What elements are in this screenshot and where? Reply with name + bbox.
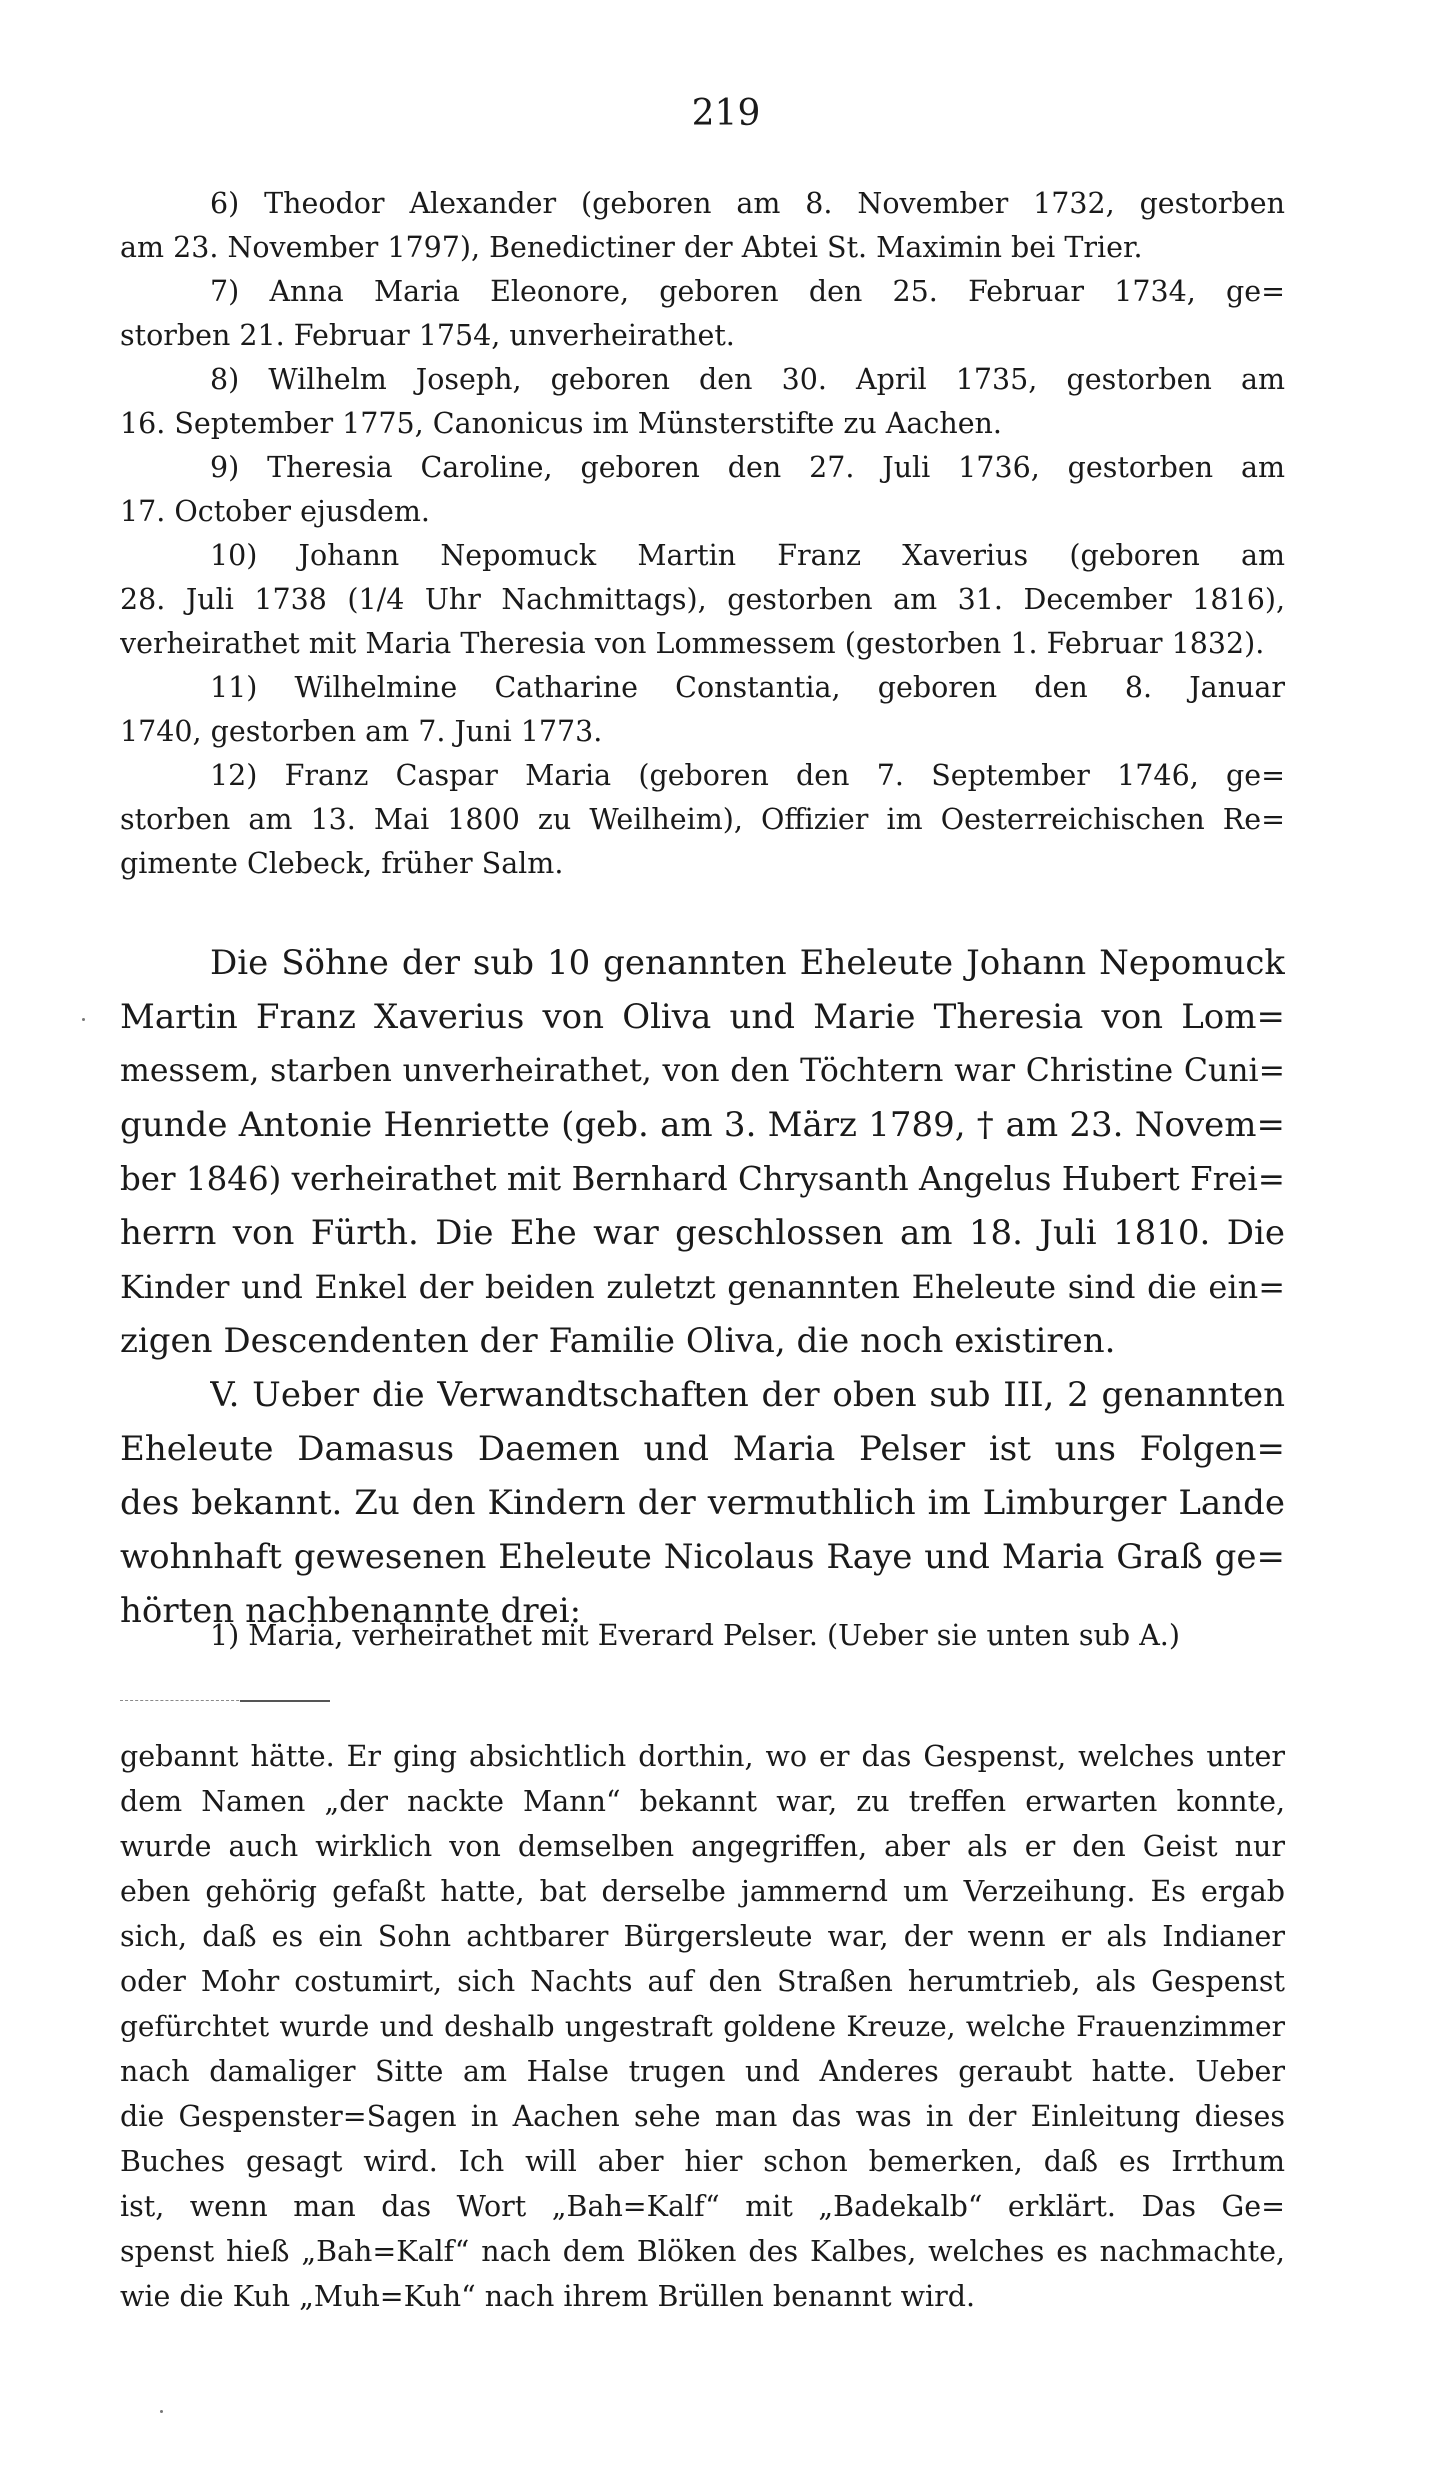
- entry-12-line-2: storben am 13. Mai 1800 zu Weilheim), Offizier im Oesterreichischen Re=: [120, 803, 1285, 836]
- paragraph-2-line: des bekannt. Zu den Kindern der vermuthlich im Limburger Lande: [120, 1483, 1285, 1523]
- paragraph-1-line: herrn von Fürth. Die Ehe war geschlossen am 18. Juli 1810. Die: [120, 1213, 1285, 1253]
- entry-6-line-1: 6) Theodor Alexander (geboren am 8. November 1732, gestorben: [210, 187, 1285, 220]
- paragraph-1-line: ber 1846) verheirathet mit Bernhard Chrysanth Angelus Hubert Frei=: [120, 1160, 1285, 1198]
- paragraph-2-line: Eheleute Damasus Daemen und Maria Pelser ist uns Folgen=: [120, 1429, 1285, 1469]
- paragraph-1-line: Die Söhne der sub 10 genannten Eheleute Johann Nepomuck: [210, 943, 1285, 983]
- footnote-line: die Gespenster=Sagen in Aachen sehe man das was in der Einleitung dieses: [120, 2100, 1285, 2133]
- footnote-line: wie die Kuh „Muh=Kuh“ nach ihrem Brüllen benannt wird.: [120, 2280, 976, 2313]
- entry-12-line-3: gimente Clebeck, früher Salm.: [120, 847, 564, 880]
- footnote-line: sich, daß es ein Sohn achtbarer Bürgersleute war, der wenn er als Indianer: [120, 1920, 1285, 1953]
- entry-8-line-1: 8) Wilhelm Joseph, geboren den 30. April 1735, gestorben am: [210, 363, 1285, 396]
- print-speck: [160, 2410, 163, 2413]
- entry-6-line-2: am 23. November 1797), Benedictiner der Abtei St. Maximin bei Trier.: [120, 231, 1143, 264]
- paragraph-1-line: Martin Franz Xaverius von Oliva und Marie Theresia von Lom=: [120, 997, 1285, 1037]
- paragraph-2-line: hörten nachbenannte drei:: [120, 1591, 582, 1631]
- paragraph-1-line: gunde Antonie Henriette (geb. am 3. März 1789, † am 23. Novem=: [120, 1105, 1285, 1145]
- footnote-line: gefürchtet wurde und deshalb ungestraft goldene Kreuze, welche Frauenzimmer: [120, 2010, 1285, 2043]
- entry-9-line-1: 9) Theresia Caroline, geboren den 27. Juli 1736, gestorben am: [210, 451, 1285, 484]
- entry-11-line-2: 1740, gestorben am 7. Juni 1773.: [120, 715, 603, 748]
- entry-9-line-2: 17. October ejusdem.: [120, 495, 430, 528]
- paragraph-1-line: messem, starben unverheirathet, von den Töchtern war Christine Cuni=: [120, 1053, 1285, 1089]
- footnote-line: eben gehörig gefaßt hatte, bat derselbe jammernd um Verzeihung. Es ergab: [120, 1875, 1285, 1908]
- paragraph-1-line: Kinder und Enkel der beiden zuletzt genannten Eheleute sind die ein=: [120, 1268, 1285, 1306]
- entry-10-line-1: 10) Johann Nepomuck Martin Franz Xaverius (geboren am: [210, 539, 1285, 572]
- entry-10-line-2: 28. Juli 1738 (1/4 Uhr Nachmittags), gestorben am 31. December 1816),: [120, 583, 1285, 616]
- entry-7-line-1: 7) Anna Maria Eleonore, geboren den 25. Februar 1734, ge=: [210, 275, 1285, 308]
- footnote-line: oder Mohr costumirt, sich Nachts auf den Straßen herumtrieb, als Gespenst: [120, 1965, 1285, 1998]
- footnote-line: ist, wenn man das Wort „Bah=Kalf“ mit „Badekalb“ erklärt. Das Ge=: [120, 2190, 1285, 2223]
- paragraph-2-line: wohnhaft gewesenen Eheleute Nicolaus Raye und Maria Graß ge=: [120, 1537, 1285, 1577]
- paragraph-1-line: zigen Descendenten der Familie Oliva, die noch existiren.: [120, 1321, 1116, 1361]
- footnote-line: nach damaliger Sitte am Halse trugen und Anderes geraubt hatte. Ueber: [120, 2055, 1285, 2088]
- print-speck: [82, 1018, 85, 1021]
- footnote-line: spenst hieß „Bah=Kalf“ nach dem Blöken des Kalbes, welches es nachmachte,: [120, 2235, 1285, 2268]
- footnote-separator-solid: [240, 1700, 330, 1702]
- entry-8-line-2: 16. September 1775, Canonicus im Münsterstifte zu Aachen.: [120, 407, 1002, 440]
- list-item-line: 1) Maria, verheirathet mit Everard Pelser. (Ueber sie unten sub A.): [210, 1619, 1180, 1652]
- footnote-line: gebannt hätte. Er ging absichtlich dorthin, wo er das Gespenst, welches unter: [120, 1740, 1285, 1773]
- page-number: 219: [691, 93, 761, 134]
- entry-12-line-1: 12) Franz Caspar Maria (geboren den 7. September 1746, ge=: [210, 759, 1285, 792]
- footnote-line: dem Namen „der nackte Mann“ bekannt war, zu treffen erwarten konnte,: [120, 1785, 1285, 1818]
- footnote-line: wurde auch wirklich von demselben angegriffen, aber als er den Geist nur: [120, 1830, 1285, 1863]
- paragraph-2-line: V. Ueber die Verwandtschaften der oben sub III, 2 genannten: [210, 1375, 1285, 1415]
- footnote-line: Buches gesagt wird. Ich will aber hier schon bemerken, daß es Irrthum: [120, 2145, 1285, 2178]
- entry-7-line-2: storben 21. Februar 1754, unverheirathet.: [120, 319, 735, 352]
- entry-10-line-3: verheirathet mit Maria Theresia von Lommessem (gestorben 1. Februar 1832).: [120, 627, 1265, 660]
- entry-11-line-1: 11) Wilhelmine Catharine Constantia, geboren den 8. Januar: [210, 671, 1285, 704]
